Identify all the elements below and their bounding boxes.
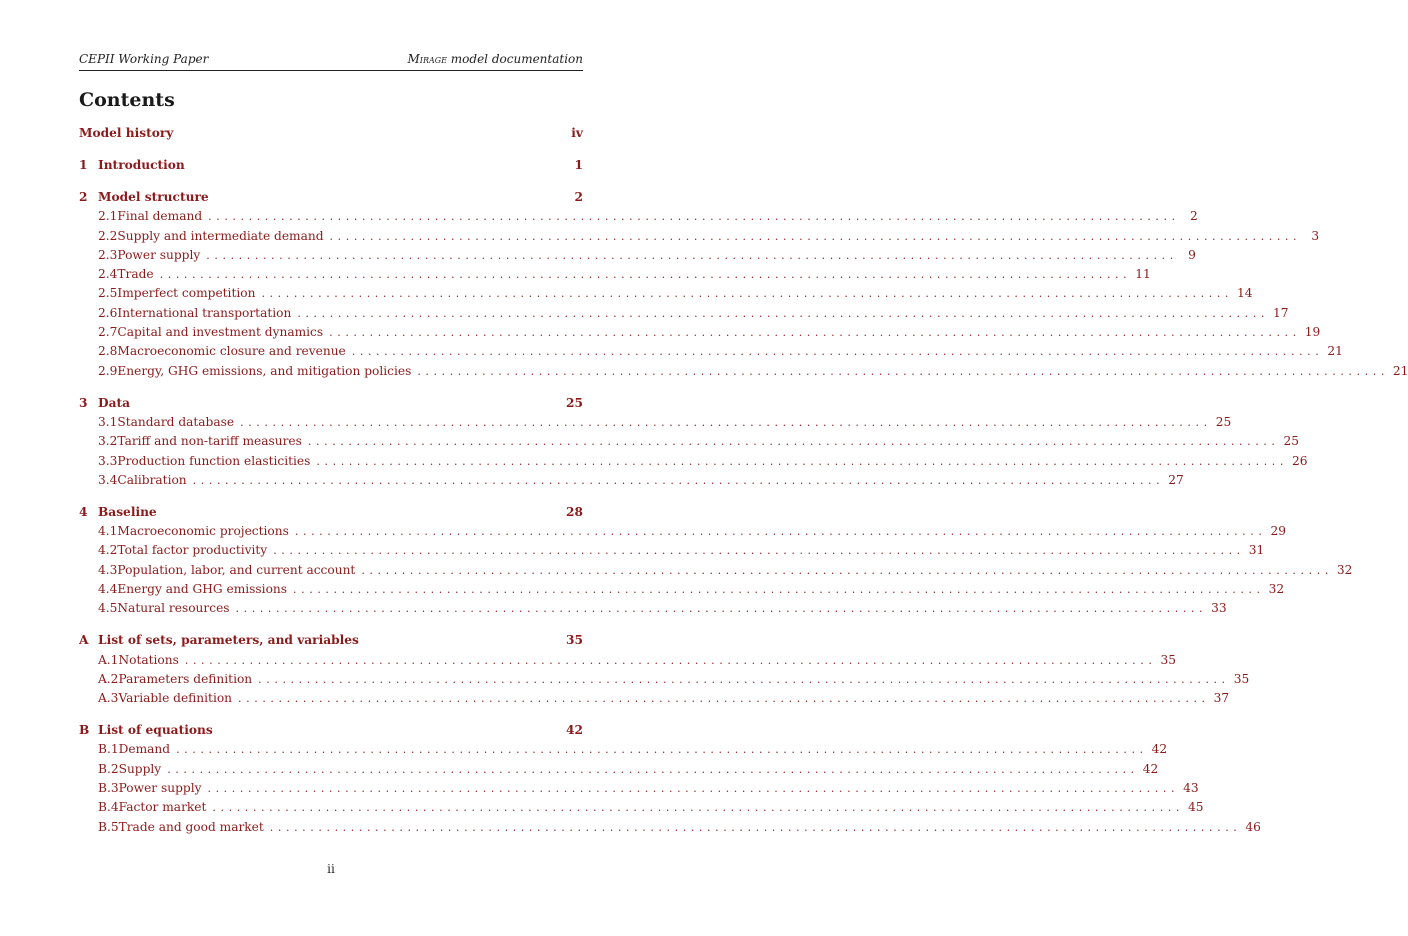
page-number: ii — [327, 862, 335, 876]
toc-entry-label[interactable]: Factor market — [118, 800, 207, 815]
toc-dot-leader: ........................................................................................................................ — [240, 415, 1212, 429]
toc-entry-number: B.4 — [98, 800, 119, 815]
toc-chapter-entry[interactable] — [79, 633, 583, 652]
page-title: Contents — [79, 89, 175, 111]
toc-entry-number: 3.1 — [98, 414, 118, 429]
toc-entry-page[interactable]: 14 — [1237, 286, 1253, 301]
toc-entry-number: B — [79, 723, 90, 738]
toc-dot-leader: ........................................................................................................................ — [297, 306, 1269, 320]
toc-section-entry[interactable] — [79, 228, 1320, 248]
toc-dot-leader: ........................................................................................................................ — [238, 692, 1210, 706]
toc-dot-leader: ........................................................................................................................ — [176, 743, 1148, 757]
toc-dot-leader: ........................................................................................................................ — [159, 268, 1132, 282]
toc-entry-number: 3.4 — [98, 472, 118, 487]
toc-section-entry[interactable] — [79, 209, 1198, 228]
toc-entry-label[interactable]: Baseline — [98, 504, 157, 519]
toc-section-entry[interactable] — [79, 344, 1343, 363]
toc-entry-number: 2.1 — [98, 209, 118, 224]
header-left: CEPII Working Paper — [79, 52, 209, 66]
toc-entry-page[interactable]: 35 — [1233, 671, 1250, 686]
toc-section-entry[interactable] — [79, 671, 1250, 691]
toc-section-entry[interactable] — [79, 453, 1308, 473]
toc-section-entry[interactable] — [79, 742, 1168, 761]
toc-entry-page[interactable]: 25 — [566, 395, 583, 410]
toc-dot-leader: ........................................................................................................................ — [235, 602, 1208, 616]
toc-entry-number: 2.9 — [98, 363, 118, 378]
header-right — [408, 52, 584, 66]
toc-entry-page[interactable]: iv — [571, 126, 583, 140]
toc-entry-number: A.2 — [98, 671, 119, 686]
toc-section-entry[interactable] — [79, 691, 1230, 710]
toc-dot-leader: ........................................................................................................................ — [294, 525, 1267, 539]
toc-entry-label[interactable]: Macroeconomic closure and revenue — [117, 344, 346, 359]
toc-entry-number: A.3 — [98, 691, 119, 706]
toc-entry-page[interactable]: 35 — [566, 633, 583, 648]
toc-chapter-entry[interactable] — [79, 126, 583, 145]
toc-section-entry[interactable] — [79, 434, 1300, 453]
toc-entry-number: 4.3 — [98, 562, 118, 577]
toc-section-entry[interactable] — [79, 414, 1232, 434]
toc-dot-leader: ........................................................................................................................ — [351, 345, 1324, 359]
toc-entry-page[interactable]: 17 — [1272, 305, 1289, 320]
toc-entry-label[interactable]: Trade and good market — [118, 819, 264, 834]
running-header — [79, 52, 583, 71]
toc-entry-page[interactable]: 11 — [1135, 267, 1151, 282]
toc-entry-label[interactable]: Energy and GHG emissions — [117, 581, 288, 596]
toc-entry-number: 3 — [79, 395, 88, 410]
toc-entry-number: B.3 — [98, 781, 119, 796]
toc-entry-label[interactable]: Data — [98, 395, 130, 410]
toc-entry-number: 2.6 — [98, 305, 118, 320]
toc-section-entry[interactable] — [79, 601, 1227, 620]
toc-dot-leader: ........................................................................................................................ — [361, 563, 1333, 577]
toc-entry-page[interactable]: 9 — [1188, 247, 1196, 262]
toc-chapter-entry[interactable] — [79, 158, 583, 177]
toc-entry-page[interactable]: 42 — [566, 723, 583, 738]
toc-dot-leader: ........................................................................................................................ — [207, 782, 1180, 796]
toc-entry-page[interactable]: 37 — [1213, 691, 1230, 706]
header-right-rest: model documentation — [446, 52, 583, 66]
toc-entry-label[interactable]: Production function elasticities — [117, 453, 311, 468]
toc-entry-page[interactable]: 42 — [1142, 761, 1159, 776]
table-of-contents — [79, 126, 1408, 839]
toc-entry-number: B.5 — [98, 819, 119, 834]
toc-entry-number: 4 — [79, 504, 88, 519]
toc-dot-leader: ........................................................................................................................ — [417, 364, 1389, 378]
toc-chapter-entry[interactable] — [79, 723, 583, 742]
toc-dot-leader: ........................................................................................................................ — [212, 801, 1184, 815]
toc-entry-label[interactable]: Energy, GHG emissions, and mitigation policies — [117, 363, 412, 378]
toc-section-entry[interactable] — [79, 652, 1176, 672]
toc-entry-page[interactable]: 46 — [1245, 819, 1261, 834]
toc-dot-leader: ........................................................................................................................ — [192, 473, 1165, 487]
toc-dot-leader: ........................................................................................................................ — [316, 454, 1288, 468]
toc-entry-label[interactable]: Total factor productivity — [117, 543, 268, 558]
toc-section-entry[interactable] — [79, 761, 1159, 781]
toc-section-entry[interactable] — [79, 247, 1196, 267]
toc-entry-number: A.1 — [98, 652, 119, 667]
toc-dot-leader: ........................................................................................................................ — [167, 762, 1139, 776]
toc-entry-page[interactable]: 2 — [574, 189, 583, 204]
toc-section-entry[interactable] — [79, 819, 1261, 839]
toc-dot-leader: ........................................................................................................................ — [269, 820, 1242, 834]
toc-entry-page[interactable]: 27 — [1168, 472, 1184, 487]
toc-entry-label[interactable]: Variable definition — [118, 691, 233, 706]
toc-entry-number: 4.5 — [98, 601, 118, 616]
toc-section-entry[interactable] — [79, 267, 1151, 286]
toc-dot-leader: ........................................................................................................................ — [184, 653, 1157, 667]
toc-entry-number: B.2 — [98, 761, 119, 776]
toc-dot-leader: ........................................................................................................................ — [208, 210, 1180, 224]
toc-entry-label[interactable]: Model structure — [98, 189, 209, 204]
toc-dot-leader: ........................................................................................................................ — [258, 672, 1230, 686]
toc-entry-page[interactable]: 33 — [1211, 601, 1227, 616]
toc-entry-page[interactable]: 29 — [1270, 524, 1286, 539]
toc-entry-label[interactable]: Introduction — [98, 157, 185, 172]
toc-entry-page[interactable]: 25 — [1283, 434, 1300, 449]
toc-entry-page[interactable]: 2 — [1189, 209, 1198, 224]
toc-section-entry[interactable] — [79, 305, 1289, 325]
toc-entry-number: 2.7 — [98, 325, 118, 340]
toc-entry-number: 4.1 — [98, 524, 118, 539]
toc-dot-leader: ........................................................................................................................ — [273, 544, 1245, 558]
toc-entry-number: 2.2 — [98, 228, 118, 243]
toc-entry-number: 2.5 — [98, 286, 118, 301]
toc-entry-label[interactable]: Standard database — [117, 414, 235, 429]
toc-entry-label[interactable]: Model history — [79, 126, 174, 140]
toc-entry-label[interactable]: International transportation — [117, 305, 292, 320]
toc-entry-label[interactable]: Capital and investment dynamics — [117, 325, 324, 340]
toc-entry-page[interactable]: 43 — [1183, 781, 1199, 796]
toc-entry-number: A — [79, 633, 89, 648]
toc-dot-leader: ........................................................................................................................ — [307, 435, 1280, 449]
toc-section-entry[interactable] — [79, 781, 1199, 800]
toc-entry-label[interactable]: Parameters definition — [118, 671, 253, 686]
toc-entry-number: 1 — [79, 157, 88, 172]
toc-entry-label[interactable]: Supply — [118, 761, 162, 776]
toc-section-entry[interactable] — [79, 286, 1253, 305]
toc-entry-page[interactable]: 32 — [1268, 581, 1285, 596]
toc-entry-label[interactable]: Final demand — [117, 209, 203, 224]
toc-entry-page[interactable]: 19 — [1304, 325, 1321, 340]
toc-entry-page[interactable]: 25 — [1215, 414, 1232, 429]
toc-entry-number: B.1 — [98, 742, 119, 757]
toc-section-entry[interactable] — [79, 562, 1353, 582]
toc-section-entry[interactable] — [79, 325, 1321, 344]
toc-entry-number: 3.3 — [98, 453, 118, 468]
header-right-model-name: Mirage — [407, 52, 447, 66]
toc-entry-label[interactable]: Trade — [117, 267, 154, 282]
toc-dot-leader: ........................................................................................................................ — [329, 326, 1301, 340]
toc-dot-leader: ........................................................................................................................ — [206, 248, 1178, 262]
toc-entry-label[interactable]: List of equations — [98, 723, 213, 738]
toc-entry-label[interactable]: List of sets, parameters, and variables — [98, 633, 359, 648]
toc-entry-page[interactable]: 32 — [1336, 562, 1353, 577]
toc-entry-label[interactable]: Demand — [118, 742, 171, 757]
toc-entry-number: 2.3 — [98, 247, 118, 262]
toc-section-entry[interactable] — [79, 543, 1265, 562]
toc-entry-number: 3.2 — [98, 434, 118, 449]
toc-dot-leader: ........................................................................................................................ — [261, 287, 1234, 301]
toc-section-entry[interactable] — [79, 581, 1285, 601]
toc-entry-page[interactable]: 45 — [1188, 800, 1204, 815]
toc-entry-label[interactable]: Macroeconomic projections — [117, 524, 289, 539]
toc-entry-label[interactable]: Natural resources — [117, 601, 230, 616]
toc-entry-number: 2 — [79, 189, 88, 204]
toc-section-entry[interactable] — [79, 524, 1286, 543]
toc-entry-page[interactable]: 26 — [1292, 453, 1308, 468]
toc-entry-page[interactable]: 1 — [574, 157, 583, 172]
toc-entry-page[interactable]: 21 — [1392, 363, 1408, 378]
toc-entry-page[interactable]: 42 — [1151, 742, 1168, 757]
toc-entry-page[interactable]: 31 — [1248, 543, 1265, 558]
toc-entry-label[interactable]: Supply and intermediate demand — [117, 228, 324, 243]
toc-entry-page[interactable]: 3 — [1311, 228, 1320, 243]
toc-section-entry[interactable] — [79, 472, 1184, 492]
toc-section-entry[interactable] — [79, 800, 1204, 819]
toc-entry-number: 2.4 — [98, 267, 118, 282]
toc-chapter-entry[interactable] — [79, 190, 583, 209]
toc-entry-number: 2.8 — [98, 344, 118, 359]
toc-entry-label[interactable]: Population, labor, and current account — [117, 562, 356, 577]
toc-entry-label[interactable]: Power supply — [118, 781, 202, 796]
toc-entry-number: 4.2 — [98, 543, 118, 558]
toc-chapter-entry[interactable] — [79, 396, 583, 415]
toc-entry-page[interactable]: 21 — [1327, 344, 1343, 359]
toc-dot-leader: ........................................................................................................................ — [293, 582, 1265, 596]
toc-chapter-entry[interactable] — [79, 505, 583, 524]
toc-entry-number: 4.4 — [98, 581, 118, 596]
toc-dot-leader: ........................................................................................................................ — [329, 229, 1302, 243]
toc-entry-label[interactable]: Imperfect competition — [117, 286, 256, 301]
toc-entry-label[interactable]: Tariff and non-tariff measures — [117, 434, 302, 449]
toc-entry-page[interactable]: 28 — [566, 504, 583, 519]
toc-entry-page[interactable]: 35 — [1160, 652, 1176, 667]
toc-entry-label[interactable]: Calibration — [117, 472, 187, 487]
toc-entry-label[interactable]: Power supply — [117, 247, 201, 262]
toc-section-entry[interactable] — [79, 363, 1408, 383]
toc-entry-label[interactable]: Notations — [118, 652, 179, 667]
